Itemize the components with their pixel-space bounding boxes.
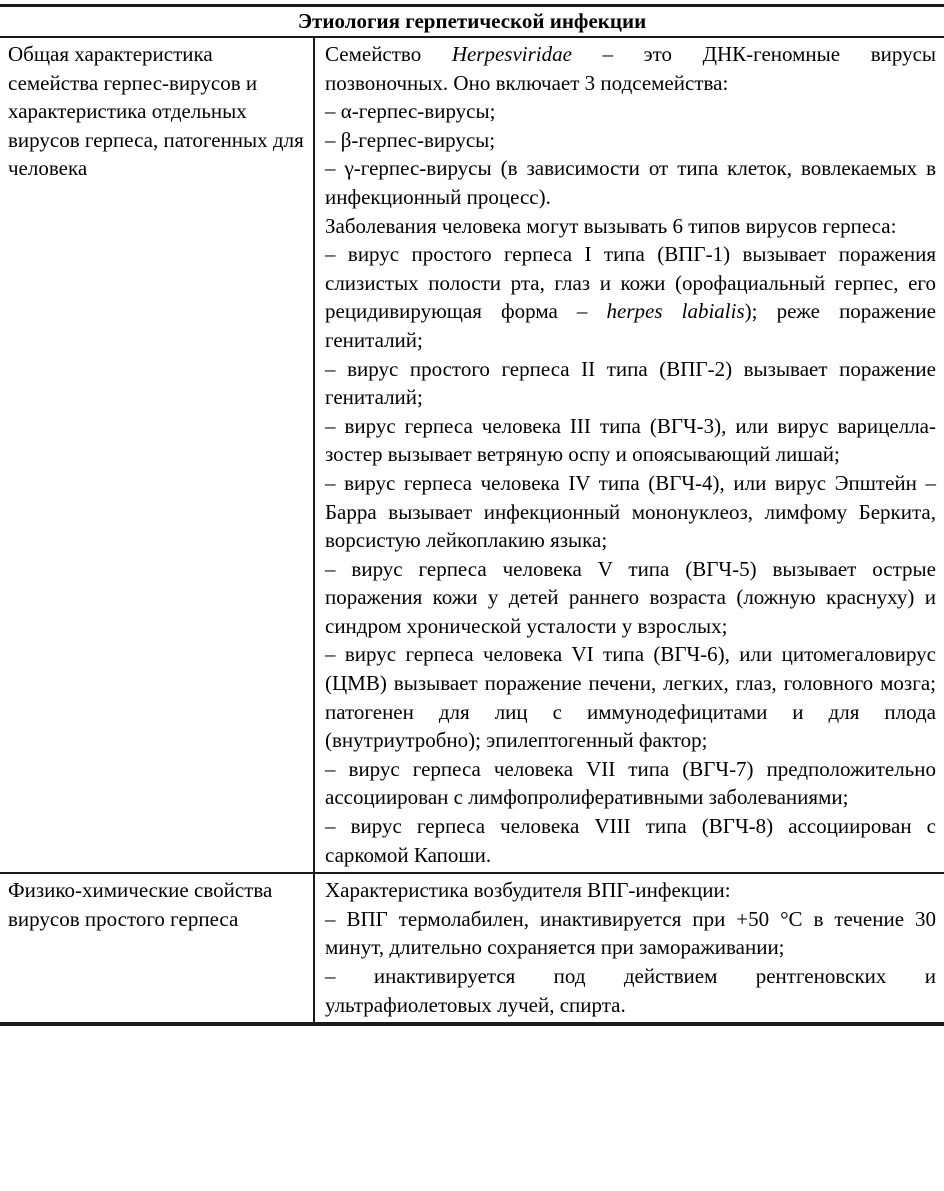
text: – инактивируется под действием рентгеновских и ультрафиолетовых лучей, спирта. <box>325 964 936 1017</box>
text: – вирус простого герпеса II типа (ВПГ-2) вызывает поражение гениталий; <box>325 356 936 410</box>
italic-text: herpes labialis <box>606 299 745 324</box>
etiology-table <box>0 4 944 1026</box>
row-content-cell <box>315 874 944 1022</box>
row-label-cell: Общая характеристика семейства герпес-вирусов и характеристика отдельных вирусов герпеса, патогенных для человека <box>0 38 315 872</box>
paragraph <box>325 240 936 354</box>
paragraph <box>325 876 936 905</box>
row-label-cell: Физико-химические свойства вирусов простого герпеса <box>0 874 315 1022</box>
text: Характеристика возбудителя ВПГ-инфекции: <box>325 878 731 903</box>
paragraph <box>325 40 936 97</box>
text: Семейство <box>325 42 452 66</box>
text: ); реже поражение гениталий; <box>325 299 936 352</box>
table-title: Этиология герпетической инфекции <box>0 7 944 38</box>
paragraph <box>325 355 936 412</box>
text: – вирус простого герпеса I типа (ВПГ-1) вызывает поражения слизистых полости рта, глаз и кожи (орофациальный герпес, его рецидивирующая форма – <box>325 242 936 324</box>
text: – вирус герпеса человека VIII типа (ВГЧ-8) ассоциирован с саркомой Капоши. <box>325 814 936 867</box>
paragraph <box>325 905 936 962</box>
paragraph <box>325 962 936 1019</box>
text: – α-герпес-вирусы; <box>325 99 496 124</box>
paragraph <box>325 755 936 812</box>
paragraph <box>325 154 936 211</box>
text: – ВПГ термолабилен, инактивируется при +50 °С в течение 30 минут, длительно сохраняется при замораживании; <box>325 906 936 960</box>
text: – вирус герпеса человека III типа (ВГЧ-3), или вирус варицелла-зостер вызывает ветряную оспу и опоясывающий лишай; <box>325 413 936 467</box>
text: – вирус герпеса человека VI типа (ВГЧ-6), или цитомегаловирус (ЦМВ) вызывает поражение печени, легких, глаз, головного мозга; патогенен для лиц с иммунодефицитами и для плода (внутриутробно); эпилептогенный фактор; <box>325 642 936 753</box>
paragraph <box>325 412 936 469</box>
paragraph <box>325 126 936 155</box>
text: – вирус герпеса человека IV типа (ВГЧ-4), или вирус Эпштейн – Барра вызывает инфекционный мононуклеоз, лимфому Беркита, ворсистую лейкоплакию языка; <box>325 470 936 553</box>
paragraph <box>325 212 936 241</box>
text: – это ДНК-геномные вирусы позвоночных. Оно включает 3 подсемейства: <box>325 42 937 95</box>
text: – γ-герпес-вирусы (в зависимости от типа клеток, вовлекаемых в инфекционный процесс). <box>325 156 936 209</box>
italic-text: Herpesviridae <box>451 42 572 66</box>
paragraph <box>325 555 936 641</box>
table-row <box>0 872 944 1022</box>
table-rows <box>0 38 944 1022</box>
paragraph <box>325 640 936 754</box>
paragraph <box>325 812 936 869</box>
paragraph <box>325 97 936 126</box>
text: – вирус герпеса человека VII типа (ВГЧ-7) предположительно ассоциирован с лимфопролиферативными заболеваниями; <box>325 756 936 810</box>
text: – вирус герпеса человека V типа (ВГЧ-5) вызывает острые поражения кожи у детей раннего возраста (ложную краснуху) и синдром хронической усталости у взрослых; <box>325 556 936 638</box>
table-row <box>0 38 944 872</box>
paragraph <box>325 469 936 555</box>
text: Заболевания человека могут вызывать 6 типов вирусов герпеса: <box>325 213 897 238</box>
row-content-cell <box>315 38 944 872</box>
text: – β-герпес-вирусы; <box>325 127 496 152</box>
